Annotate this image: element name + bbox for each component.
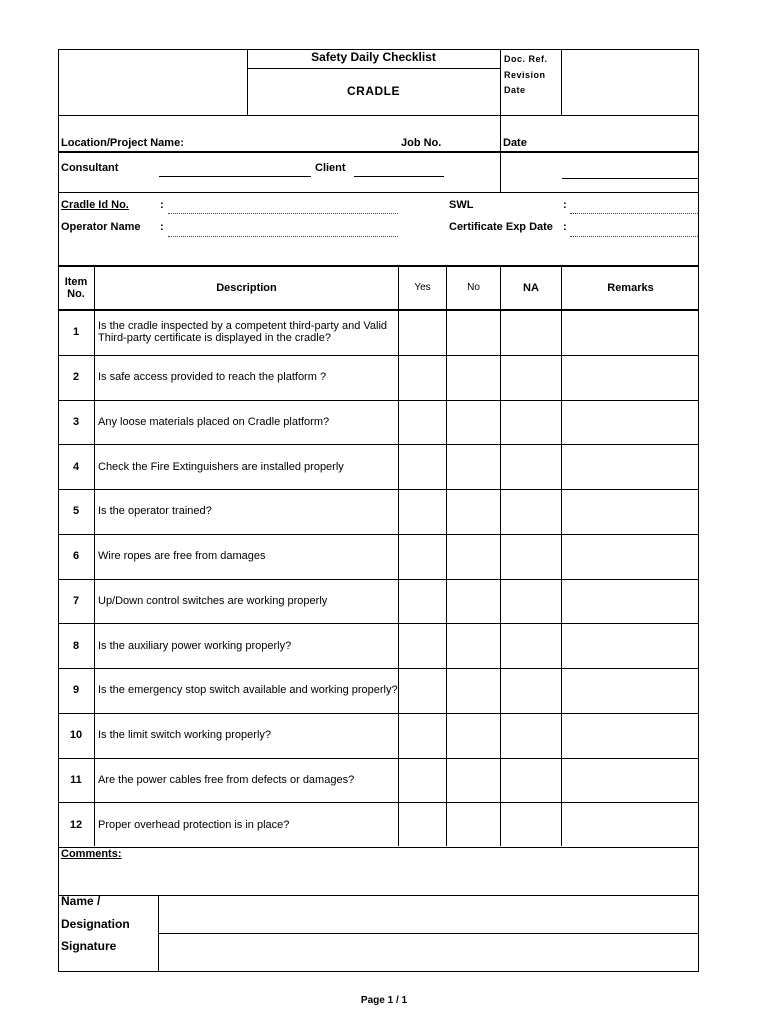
header-remarks: Remarks — [607, 282, 654, 294]
item-number: 10 — [69, 729, 83, 742]
na-cell[interactable] — [501, 444, 561, 489]
na-cell[interactable] — [501, 310, 561, 355]
name-label: Name / — [61, 894, 101, 908]
divider — [58, 192, 699, 193]
page-number: Page 1 / 1 — [360, 995, 408, 1006]
remarks-cell[interactable] — [562, 623, 699, 668]
item-description: Are the power cables free from defects or damages? — [98, 773, 355, 786]
no-cell[interactable] — [447, 534, 500, 579]
divider — [500, 115, 501, 192]
colon: : — [160, 199, 164, 211]
row-divider — [58, 847, 699, 848]
cradle-id-label: Cradle Id No. — [61, 199, 129, 211]
no-cell[interactable] — [447, 713, 500, 758]
document-subtitle: CRADLE — [347, 84, 400, 98]
no-cell[interactable] — [447, 623, 500, 668]
operator-label: Operator Name — [61, 221, 141, 233]
remarks-cell[interactable] — [562, 579, 699, 624]
remarks-cell[interactable] — [562, 534, 699, 579]
divider — [247, 68, 500, 69]
na-cell[interactable] — [501, 802, 561, 847]
yes-cell[interactable] — [399, 623, 446, 668]
item-number: 8 — [72, 639, 80, 652]
remarks-cell[interactable] — [562, 802, 699, 847]
date-field[interactable] — [562, 178, 698, 179]
no-cell[interactable] — [447, 802, 500, 847]
na-cell[interactable] — [501, 758, 561, 803]
no-cell[interactable] — [447, 758, 500, 803]
remarks-cell[interactable] — [562, 713, 699, 758]
na-cell[interactable] — [501, 579, 561, 624]
item-number: 2 — [72, 371, 80, 384]
colon: : — [563, 221, 567, 233]
yes-cell[interactable] — [399, 758, 446, 803]
divider — [500, 49, 501, 115]
doc-ref-label: Doc. Ref. — [504, 54, 548, 64]
item-description: Wire ropes are free from damages — [98, 550, 266, 563]
item-number: 3 — [72, 415, 80, 428]
signature-label: Signature — [61, 939, 117, 953]
comments-label: Comments: — [61, 848, 122, 860]
remarks-cell[interactable] — [562, 400, 699, 445]
item-number: 9 — [72, 684, 80, 697]
doc-date-label: Date — [504, 85, 526, 95]
no-cell[interactable] — [447, 579, 500, 624]
client-label: Client — [315, 162, 346, 174]
header-yes: Yes — [414, 282, 431, 293]
job-no-label: Job No. — [401, 137, 442, 149]
yes-cell[interactable] — [399, 534, 446, 579]
divider — [58, 115, 699, 116]
item-number: 12 — [69, 818, 83, 831]
name-designation-field[interactable] — [159, 896, 698, 933]
divider — [58, 151, 699, 153]
header-item-no: Item No. — [64, 276, 88, 300]
colon: : — [563, 199, 567, 211]
cert-exp-label: Certificate Exp Date — [449, 221, 553, 233]
operator-field[interactable] — [168, 236, 398, 237]
location-label: Location/Project Name: — [61, 137, 184, 149]
remarks-cell[interactable] — [562, 489, 699, 534]
consultant-label: Consultant — [61, 162, 119, 174]
header-na: NA — [523, 282, 539, 294]
item-description: Proper overhead protection is in place? — [98, 818, 290, 831]
yes-cell[interactable] — [399, 713, 446, 758]
no-cell[interactable] — [447, 310, 500, 355]
yes-cell[interactable] — [399, 444, 446, 489]
na-cell[interactable] — [501, 713, 561, 758]
yes-cell[interactable] — [399, 355, 446, 400]
item-number: 5 — [72, 505, 80, 518]
no-cell[interactable] — [447, 668, 500, 713]
item-number: 4 — [72, 460, 80, 473]
item-description: Check the Fire Extinguishers are installed properly — [98, 460, 344, 473]
no-cell[interactable] — [447, 355, 500, 400]
no-cell[interactable] — [447, 489, 500, 534]
yes-cell[interactable] — [399, 400, 446, 445]
header-description: Description — [216, 282, 277, 294]
item-description: Is the auxiliary power working properly? — [98, 639, 292, 652]
na-cell[interactable] — [501, 623, 561, 668]
no-cell[interactable] — [447, 444, 500, 489]
item-description: Is safe access provided to reach the platform ? — [98, 371, 327, 384]
remarks-cell[interactable] — [562, 310, 699, 355]
consultant-field[interactable] — [159, 176, 311, 177]
yes-cell[interactable] — [399, 802, 446, 847]
client-field[interactable] — [354, 176, 444, 177]
no-cell[interactable] — [447, 400, 500, 445]
cradle-id-field[interactable] — [168, 213, 398, 214]
yes-cell[interactable] — [399, 489, 446, 534]
remarks-cell[interactable] — [562, 758, 699, 803]
remarks-cell[interactable] — [562, 355, 699, 400]
item-number: 1 — [72, 326, 80, 339]
item-description: Up/Down control switches are working properly — [98, 594, 328, 607]
yes-cell[interactable] — [399, 579, 446, 624]
item-description: Is the emergency stop switch available and working properly? — [98, 684, 398, 697]
colon: : — [160, 221, 164, 233]
revision-label: Revision — [504, 70, 546, 80]
item-number: 7 — [72, 594, 80, 607]
item-number: 6 — [72, 550, 80, 563]
na-cell[interactable] — [501, 489, 561, 534]
yes-cell[interactable] — [399, 310, 446, 355]
swl-label: SWL — [449, 199, 474, 211]
na-cell[interactable] — [501, 668, 561, 713]
divider — [561, 49, 562, 115]
na-cell[interactable] — [501, 400, 561, 445]
na-cell[interactable] — [501, 534, 561, 579]
remarks-cell[interactable] — [562, 444, 699, 489]
remarks-cell[interactable] — [562, 668, 699, 713]
na-cell[interactable] — [501, 355, 561, 400]
item-description: Is the limit switch working properly? — [98, 729, 272, 742]
header-no: No — [467, 282, 480, 293]
signature-field[interactable] — [159, 934, 698, 971]
item-description: Any loose materials placed on Cradle platform? — [98, 415, 330, 428]
cert-exp-field[interactable] — [570, 236, 698, 237]
item-description: Is the operator trained? — [98, 505, 212, 518]
swl-field[interactable] — [570, 213, 698, 214]
item-description: Is the cradle inspected by a competent third-party and Valid Third-party certificate is displayed in the cradle? — [98, 320, 388, 345]
date-label: Date — [503, 137, 527, 149]
designation-label: Designation — [61, 917, 130, 931]
yes-cell[interactable] — [399, 668, 446, 713]
document-title: Safety Daily Checklist — [311, 50, 436, 64]
item-number: 11 — [70, 773, 82, 786]
